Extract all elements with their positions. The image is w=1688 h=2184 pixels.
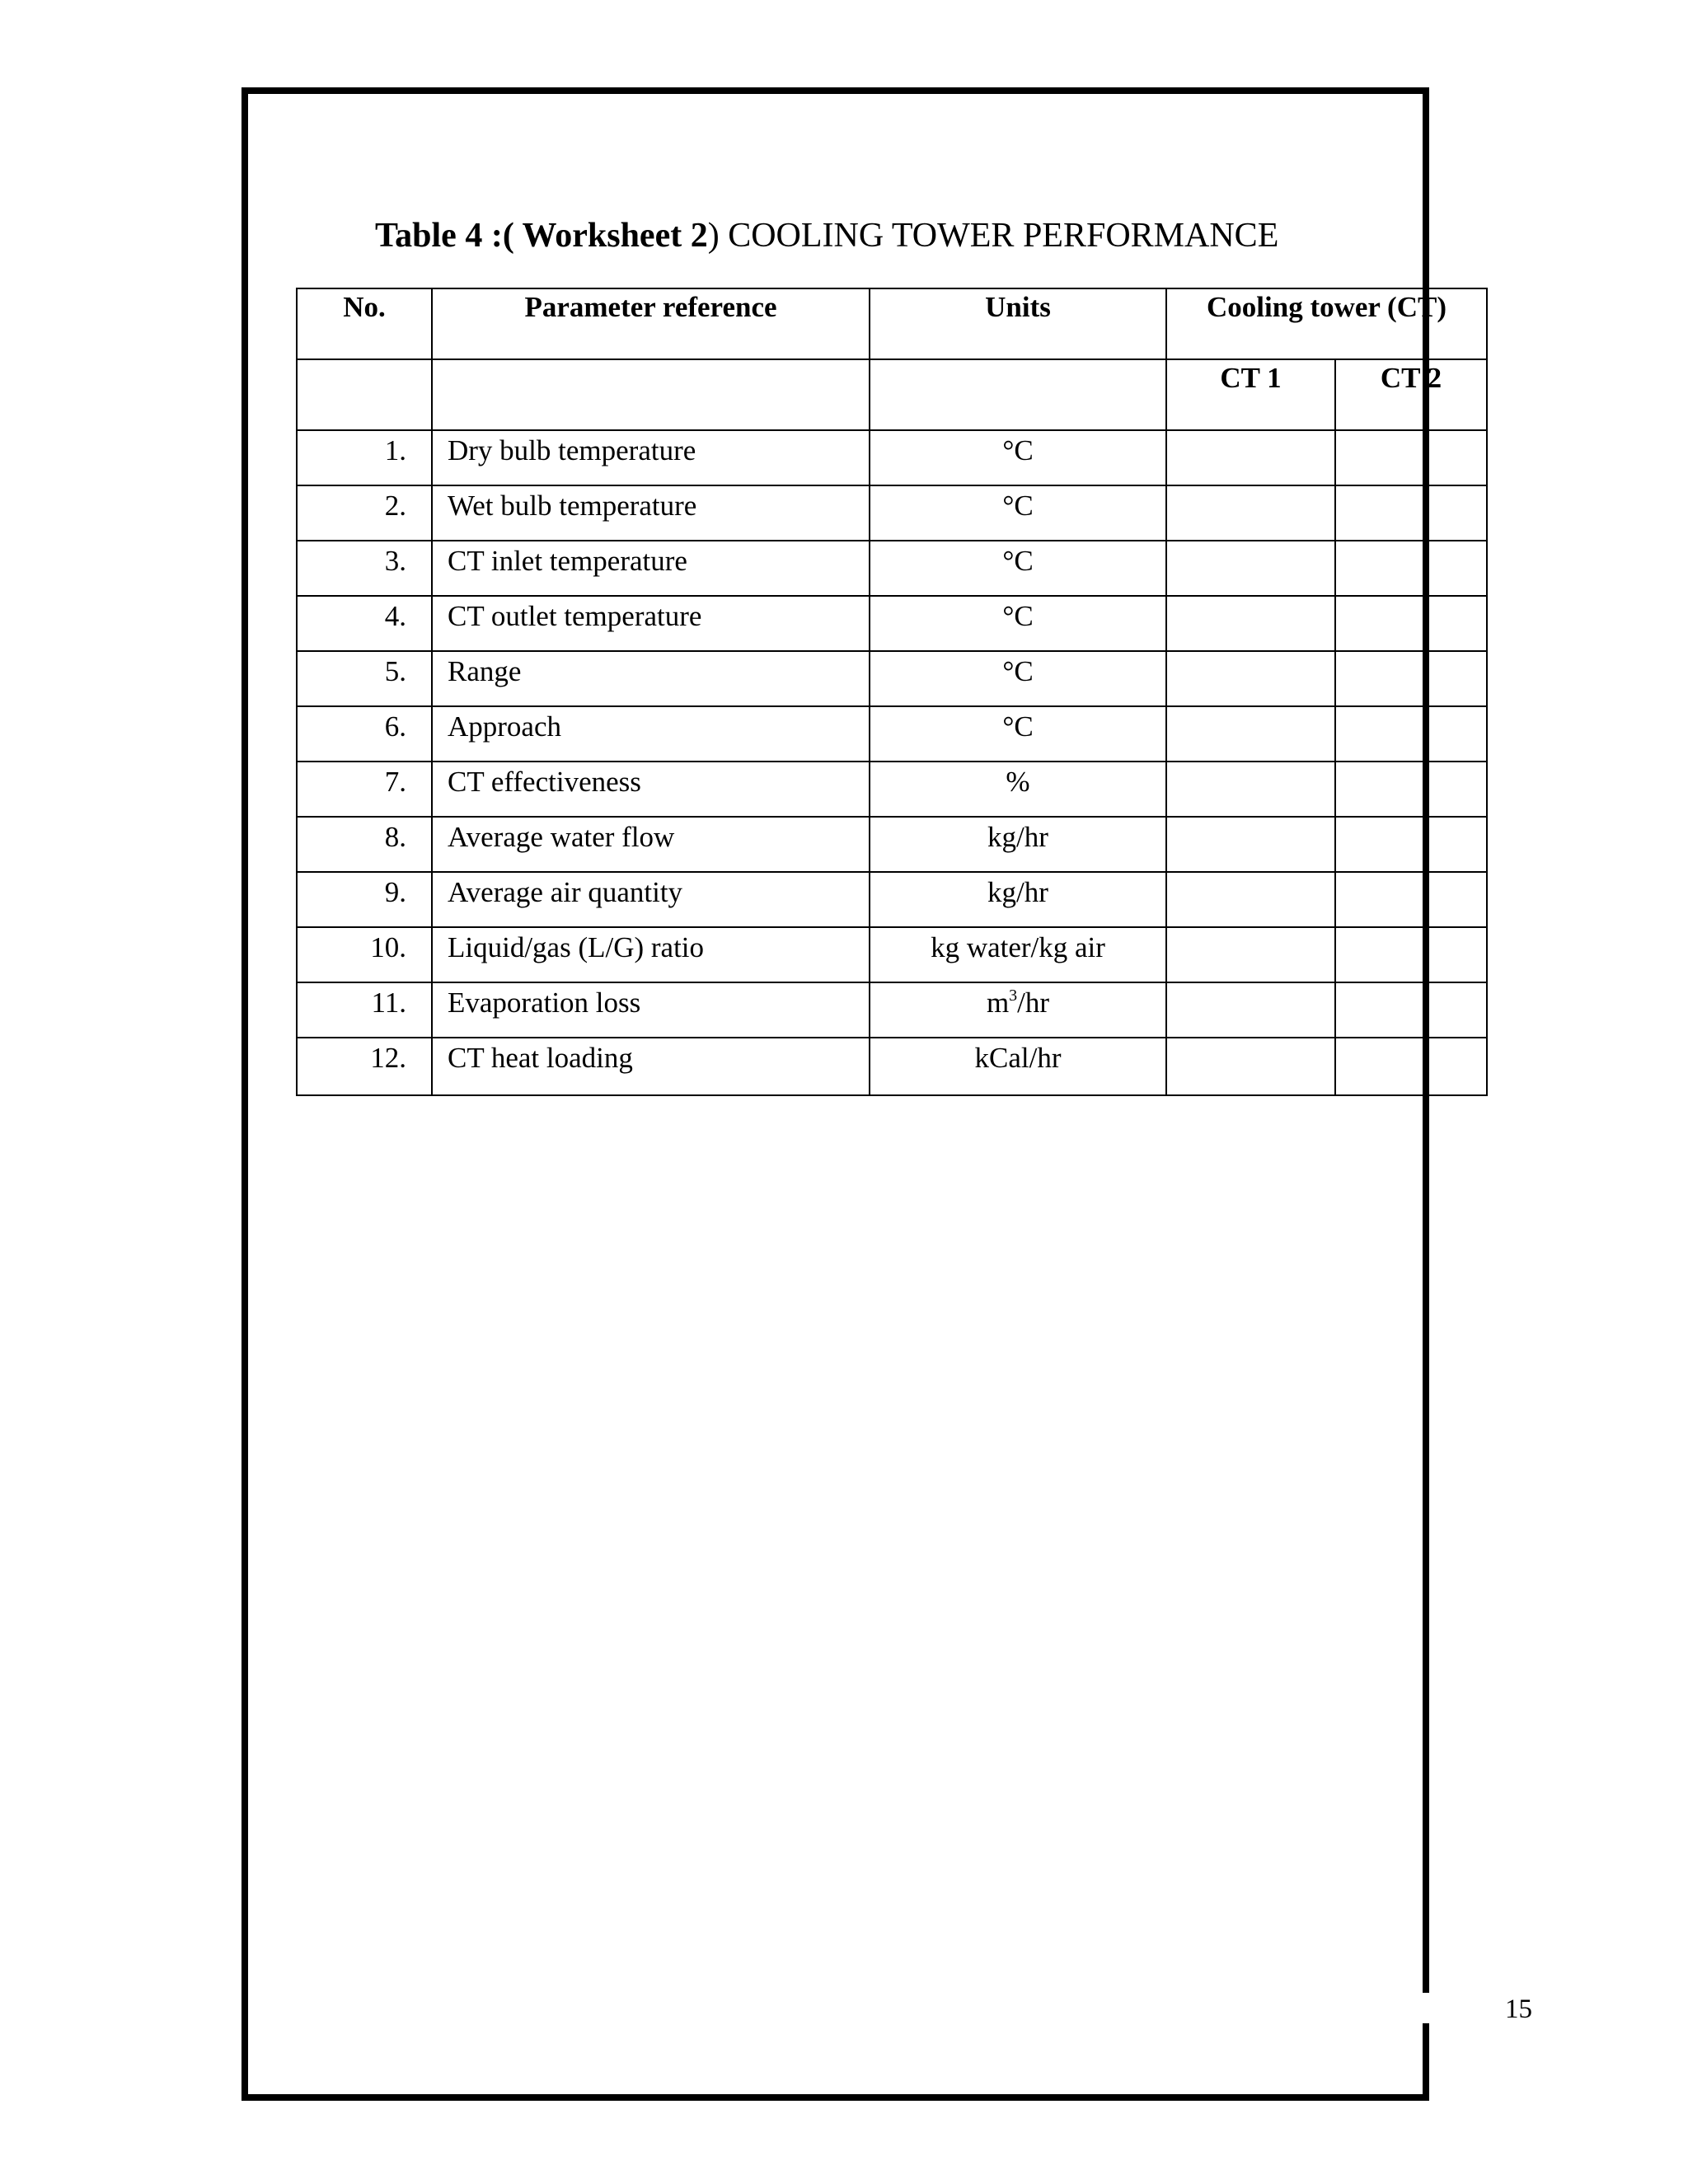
row-parameter: Approach <box>432 706 870 762</box>
row-unit-base: °C <box>1002 600 1034 632</box>
row-ct2-value[interactable] <box>1335 927 1487 982</box>
header-no: No. <box>297 288 432 359</box>
row-number: 6. <box>297 706 432 762</box>
table-row <box>297 1038 1487 1095</box>
row-unit-base: kCal/hr <box>974 1042 1062 1074</box>
table-title <box>375 211 1278 260</box>
row-parameter: CT effectiveness <box>432 762 870 817</box>
row-number: 5. <box>297 651 432 706</box>
row-ct2-value[interactable] <box>1335 651 1487 706</box>
row-parameter: Range <box>432 651 870 706</box>
row-unit-base: °C <box>1002 655 1034 687</box>
row-unit <box>870 485 1166 541</box>
row-parameter: CT heat loading <box>432 1038 870 1095</box>
row-unit <box>870 541 1166 596</box>
subheader-units-empty <box>870 359 1166 430</box>
table-row <box>297 927 1487 982</box>
row-ct2-value[interactable] <box>1335 872 1487 927</box>
row-ct2-value[interactable] <box>1335 1038 1487 1095</box>
row-number: 8. <box>297 817 432 872</box>
table-row <box>297 541 1487 596</box>
row-ct1-value[interactable] <box>1166 430 1335 485</box>
row-ct2-value[interactable] <box>1335 485 1487 541</box>
table-row <box>297 762 1487 817</box>
row-unit-base: °C <box>1002 710 1034 743</box>
row-number: 12. <box>297 1038 432 1095</box>
header-ct2: CT 2 <box>1335 359 1487 430</box>
page-number: 15 <box>1505 1994 1532 2024</box>
row-ct2-value[interactable] <box>1335 817 1487 872</box>
row-ct1-value[interactable] <box>1166 651 1335 706</box>
row-unit <box>870 596 1166 651</box>
row-ct1-value[interactable] <box>1166 872 1335 927</box>
row-unit <box>870 982 1166 1038</box>
header-row <box>297 288 1487 359</box>
row-unit-base: m <box>986 987 1010 1019</box>
row-unit-base: kg water/kg air <box>931 931 1105 963</box>
row-ct1-value[interactable] <box>1166 541 1335 596</box>
table-row <box>297 706 1487 762</box>
row-unit <box>870 927 1166 982</box>
row-unit <box>870 430 1166 485</box>
row-parameter: Evaporation loss <box>432 982 870 1038</box>
row-number: 4. <box>297 596 432 651</box>
table-row <box>297 872 1487 927</box>
row-ct2-value[interactable] <box>1335 706 1487 762</box>
row-unit-base: °C <box>1002 545 1034 577</box>
row-ct1-value[interactable] <box>1166 982 1335 1038</box>
page-frame-right-lower <box>1423 2023 1429 2101</box>
row-parameter: Average air quantity <box>432 872 870 927</box>
row-number: 9. <box>297 872 432 927</box>
row-unit <box>870 651 1166 706</box>
row-unit <box>870 762 1166 817</box>
row-unit-superscript: 3 <box>1009 987 1018 1005</box>
row-unit-base: % <box>1006 766 1030 798</box>
row-number: 11. <box>297 982 432 1038</box>
table-row <box>297 982 1487 1038</box>
subheader-row <box>297 359 1487 430</box>
page-frame-left <box>241 87 248 2101</box>
table-title-normal: ) COOLING TOWER PERFORMANCE <box>707 217 1279 255</box>
row-parameter: Liquid/gas (L/G) ratio <box>432 927 870 982</box>
header-ct1: CT 1 <box>1166 359 1335 430</box>
row-ct2-value[interactable] <box>1335 541 1487 596</box>
row-ct2-value[interactable] <box>1335 762 1487 817</box>
row-unit-suffix: /hr <box>1017 987 1050 1019</box>
row-unit <box>870 706 1166 762</box>
table-row <box>297 817 1487 872</box>
row-number: 2. <box>297 485 432 541</box>
row-parameter: Dry bulb temperature <box>432 430 870 485</box>
row-number: 10. <box>297 927 432 982</box>
table-row <box>297 596 1487 651</box>
row-parameter: Average water flow <box>432 817 870 872</box>
row-ct1-value[interactable] <box>1166 485 1335 541</box>
row-unit-base: kg/hr <box>987 876 1048 908</box>
row-parameter: CT outlet temperature <box>432 596 870 651</box>
row-ct1-value[interactable] <box>1166 817 1335 872</box>
row-ct1-value[interactable] <box>1166 1038 1335 1095</box>
page-frame-bottom <box>241 2094 1429 2101</box>
header-units: Units <box>870 288 1166 359</box>
table-row <box>297 430 1487 485</box>
row-number: 3. <box>297 541 432 596</box>
row-ct2-value[interactable] <box>1335 596 1487 651</box>
row-ct1-value[interactable] <box>1166 927 1335 982</box>
row-ct2-value[interactable] <box>1335 430 1487 485</box>
row-ct1-value[interactable] <box>1166 596 1335 651</box>
row-unit-base: °C <box>1002 490 1034 522</box>
page-frame-top <box>241 87 1429 94</box>
row-number: 1. <box>297 430 432 485</box>
row-ct1-value[interactable] <box>1166 706 1335 762</box>
header-cooling-tower-group: Cooling tower (CT) <box>1166 288 1487 359</box>
table-row <box>297 485 1487 541</box>
row-unit-base: kg/hr <box>987 821 1048 853</box>
table-row <box>297 651 1487 706</box>
row-ct1-value[interactable] <box>1166 762 1335 817</box>
row-number: 7. <box>297 762 432 817</box>
subheader-no-empty <box>297 359 432 430</box>
row-ct2-value[interactable] <box>1335 982 1487 1038</box>
row-unit <box>870 1038 1166 1095</box>
row-unit <box>870 872 1166 927</box>
header-parameter: Parameter reference <box>432 288 870 359</box>
subheader-parameter-empty <box>432 359 870 430</box>
row-unit <box>870 817 1166 872</box>
table-title-bold: Table 4 :( Worksheet 2 <box>375 217 708 255</box>
cooling-tower-performance-table <box>296 288 1488 1096</box>
row-parameter: Wet bulb temperature <box>432 485 870 541</box>
row-unit-base: °C <box>1002 434 1034 466</box>
row-parameter: CT inlet temperature <box>432 541 870 596</box>
